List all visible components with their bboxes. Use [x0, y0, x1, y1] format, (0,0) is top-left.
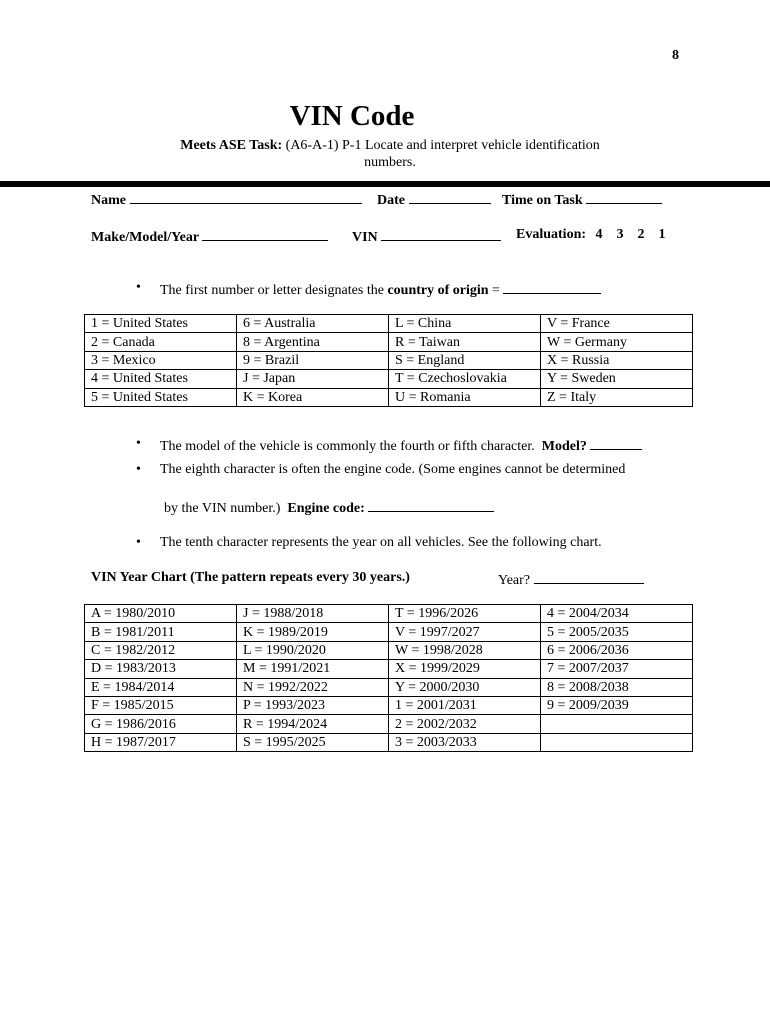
table-cell: K = 1989/2019 — [237, 623, 389, 641]
country-table-row — [85, 351, 693, 369]
time-on-task-label: Time on Task — [502, 193, 583, 208]
year-table-row — [85, 660, 693, 678]
bullet-engine-code-line2 — [164, 498, 494, 517]
date-field — [377, 190, 491, 209]
table-cell: V = France — [541, 315, 693, 333]
year-field — [498, 570, 644, 589]
country-table-row — [85, 370, 693, 388]
table-cell: F = 1985/2015 — [85, 696, 237, 714]
table-cell: 3 = 2003/2033 — [389, 733, 541, 751]
year-chart-table — [84, 604, 693, 752]
evaluation-field — [516, 227, 666, 243]
country-code-table — [84, 314, 693, 407]
date-label: Date — [377, 193, 405, 208]
vin-label: VIN — [352, 230, 378, 245]
time-on-task-blank[interactable] — [586, 190, 662, 204]
bullet-dot: • — [136, 436, 141, 451]
table-cell: N = 1992/2022 — [237, 678, 389, 696]
table-cell: Y = 2000/2030 — [389, 678, 541, 696]
table-cell: L = 1990/2020 — [237, 641, 389, 659]
table-cell: 5 = 2005/2035 — [541, 623, 693, 641]
vin-field — [352, 227, 501, 246]
table-cell — [541, 733, 693, 751]
table-cell: Y = Sweden — [541, 370, 693, 388]
table-cell: G = 1986/2016 — [85, 715, 237, 733]
table-cell: S = England — [389, 351, 541, 369]
table-cell: X = Russia — [541, 351, 693, 369]
date-blank[interactable] — [409, 190, 491, 204]
model-blank[interactable] — [590, 436, 642, 450]
bullet-dot: • — [136, 535, 141, 550]
table-cell: 8 = Argentina — [237, 333, 389, 351]
table-cell: T = Czechoslovakia — [389, 370, 541, 388]
bullet-bold-text: Engine code: — [287, 501, 365, 516]
evaluation-scores[interactable]: 4 3 2 1 — [595, 227, 666, 242]
table-cell: R = Taiwan — [389, 333, 541, 351]
bullet-text: The first number or letter designates the — [160, 283, 388, 298]
ase-task — [150, 137, 630, 171]
make-model-year-blank[interactable] — [202, 227, 328, 241]
table-cell: W = 1998/2028 — [389, 641, 541, 659]
table-cell: 5 = United States — [85, 388, 237, 406]
year-chart-heading: VIN Year Chart (The pattern repeats every 30 years.) — [91, 570, 410, 585]
bullet-text: The tenth character represents the year on all vehicles. See the following chart. — [160, 535, 602, 550]
bullet-text-post: = — [488, 283, 504, 298]
bullet-engine-code — [136, 462, 626, 478]
year-label: Year? — [498, 573, 531, 588]
bullet-year — [136, 535, 602, 551]
table-cell: H = 1987/2017 — [85, 733, 237, 751]
table-cell: J = Japan — [237, 370, 389, 388]
table-cell: M = 1991/2021 — [237, 660, 389, 678]
table-cell: S = 1995/2025 — [237, 733, 389, 751]
table-cell: B = 1981/2011 — [85, 623, 237, 641]
country-table-row — [85, 315, 693, 333]
page-title: VIN Code — [289, 100, 415, 132]
table-cell: 1 = 2001/2031 — [389, 696, 541, 714]
ase-task-label: Meets ASE Task: — [180, 138, 283, 153]
year-table-row — [85, 733, 693, 751]
bullet-text: The eighth character is often the engine code. (Some engines cannot be determined — [160, 462, 626, 477]
table-cell — [541, 715, 693, 733]
time-field — [502, 190, 662, 209]
make-model-year-label: Make/Model/Year — [91, 230, 199, 245]
table-cell: E = 1984/2014 — [85, 678, 237, 696]
table-cell: T = 1996/2026 — [389, 605, 541, 623]
header-divider — [0, 181, 770, 187]
evaluation-label: Evaluation: — [516, 227, 587, 242]
table-cell: J = 1988/2018 — [237, 605, 389, 623]
bullet-country-of-origin — [136, 280, 601, 299]
bullet-text: by the VIN number.) — [164, 501, 288, 516]
table-cell: 8 = 2008/2038 — [541, 678, 693, 696]
table-cell: 4 = United States — [85, 370, 237, 388]
bullet-model — [136, 436, 642, 455]
table-cell: 3 = Mexico — [85, 351, 237, 369]
year-table-row — [85, 605, 693, 623]
table-cell: 9 = Brazil — [237, 351, 389, 369]
table-cell: 1 = United States — [85, 315, 237, 333]
engine-code-blank[interactable] — [368, 498, 494, 512]
bullet-bold-text: country of origin — [387, 283, 489, 298]
table-cell: A = 1980/2010 — [85, 605, 237, 623]
bullet-text: The model of the vehicle is commonly the fourth or fifth character. — [160, 439, 542, 454]
table-cell: W = Germany — [541, 333, 693, 351]
table-cell: 2 = 2002/2032 — [389, 715, 541, 733]
table-cell: Z = Italy — [541, 388, 693, 406]
name-blank[interactable] — [130, 190, 362, 204]
vin-blank[interactable] — [381, 227, 501, 241]
country-of-origin-blank[interactable] — [503, 280, 601, 294]
ase-task-text-line2: numbers. — [364, 155, 416, 170]
table-cell: 2 = Canada — [85, 333, 237, 351]
table-cell: 6 = 2006/2036 — [541, 641, 693, 659]
table-cell: 4 = 2004/2034 — [541, 605, 693, 623]
table-cell: V = 1997/2027 — [389, 623, 541, 641]
bullet-dot: • — [136, 462, 141, 477]
year-table-row — [85, 623, 693, 641]
name-label: Name — [91, 193, 126, 208]
table-cell: L = China — [389, 315, 541, 333]
table-cell: 9 = 2009/2039 — [541, 696, 693, 714]
table-cell: 7 = 2007/2037 — [541, 660, 693, 678]
table-cell: K = Korea — [237, 388, 389, 406]
year-table-row — [85, 641, 693, 659]
table-cell: P = 1993/2023 — [237, 696, 389, 714]
year-table-row — [85, 715, 693, 733]
table-cell: C = 1982/2012 — [85, 641, 237, 659]
name-field — [91, 190, 362, 209]
page-number: 8 — [672, 48, 679, 63]
table-cell: D = 1983/2013 — [85, 660, 237, 678]
ase-task-text: (A6-A-1) P-1 Locate and interpret vehicle identification — [285, 138, 600, 153]
year-blank[interactable] — [534, 570, 644, 584]
country-table-row — [85, 388, 693, 406]
table-cell: U = Romania — [389, 388, 541, 406]
table-cell: R = 1994/2024 — [237, 715, 389, 733]
bullet-bold-text: Model? — [541, 439, 587, 454]
country-table-row — [85, 333, 693, 351]
year-table-row — [85, 678, 693, 696]
table-cell: X = 1999/2029 — [389, 660, 541, 678]
bullet-dot: • — [136, 280, 141, 295]
make-model-year-field — [91, 227, 328, 246]
table-cell: 6 = Australia — [237, 315, 389, 333]
year-table-row — [85, 696, 693, 714]
